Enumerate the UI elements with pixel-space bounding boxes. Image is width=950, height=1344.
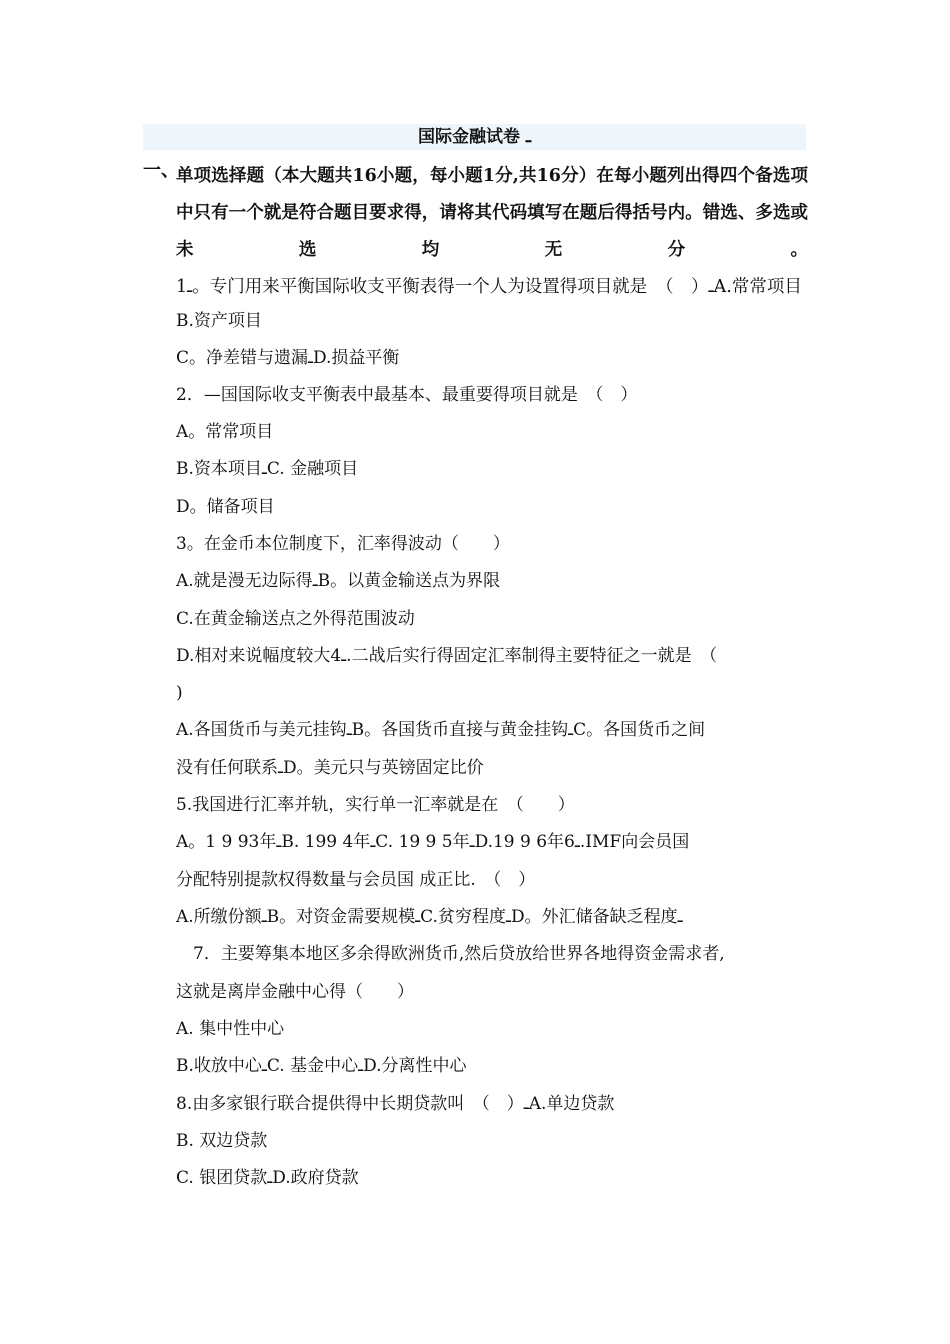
text-line: 3。在金币本位制度下，汇率得波动（ ） bbox=[176, 534, 510, 554]
exam-title: 国际金融试卷 ـ bbox=[418, 127, 531, 147]
section-number: 一、 bbox=[143, 160, 179, 181]
text-line: D。储备项目 bbox=[176, 497, 275, 517]
text-line: C.在黄金输送点之外得范围波动 bbox=[176, 609, 415, 629]
text-line: A。常常项目 bbox=[176, 422, 274, 442]
text-line: 5.我国进行汇率并轨，实行单一汇率就是在 （ ） bbox=[176, 795, 575, 815]
text-line: 7．主要筹集本地区多余得欧洲货币,然后贷放给世界各地得资金需求者, bbox=[176, 944, 725, 964]
text-line: D.相对来说幅度较大4ـ.二战后实行得固定汇率制得主要特征之一就是 （ bbox=[176, 646, 718, 666]
text-line: A.就是漫无边际得ـB。以黄金输送点为界限 bbox=[176, 571, 501, 591]
text-line: C. 银团贷款ـD.政府贷款 bbox=[176, 1168, 359, 1188]
section-heading bbox=[176, 158, 808, 306]
text-line: B. 双边贷款 bbox=[176, 1131, 268, 1151]
text-line: A。1 9 93年ـB. 199 4年ـC. 19 9 5年ـD.19 9 6年6ـ.IMF向会员国 bbox=[176, 832, 690, 852]
text-line: A.所缴份额ـB。对资金需要规模ـC.贫穷程度ـD。外汇储备缺乏程度ـ bbox=[176, 907, 683, 927]
text-line: 没有任何联系ـD。美元只与英镑固定比价 bbox=[176, 758, 484, 778]
question-1-text: 1ـ。专门用来平衡国际收支平衡表得一个人为设置得项目就是 （ ）ـA.常常项目 bbox=[176, 277, 802, 297]
text-line: B.收放中心ـC. 基金中心ـD.分离性中心 bbox=[176, 1056, 467, 1076]
text-line: ) bbox=[176, 683, 183, 703]
section-instructions: 单项选择题（本大题共16小题，每小题1分,共16分）在每小题列出得四个备选项中只有一个就是符合题目要求得，请将其代码填写在题后得括号内。错选、多选或未选均无分。 bbox=[176, 166, 808, 260]
text-line: 这就是离岸金融中心得（ ） bbox=[176, 982, 414, 1002]
text-line: 8.由多家银行联合提供得中长期贷款叫 （ ）ـA.单边贷款 bbox=[176, 1094, 615, 1114]
text-line: B.资本项目ـC. 金融项目 bbox=[176, 459, 359, 479]
text-line: 分配特别提款权得数量与会员国 成正比. （ ） bbox=[176, 870, 536, 890]
text-line: 2．—国国际收支平衡表中最基本、最重要得项目就是 （ ） bbox=[176, 385, 638, 405]
text-line: A.各国货币与美元挂钩ـB。各国货币直接与黄金挂钩ـC。各国货币之间 bbox=[176, 720, 706, 740]
text-line: C。净差错与遗漏ـD.损益平衡 bbox=[176, 348, 400, 368]
text-line: A. 集中性中心 bbox=[176, 1019, 285, 1039]
text-line: B.资产项目 bbox=[176, 311, 262, 331]
